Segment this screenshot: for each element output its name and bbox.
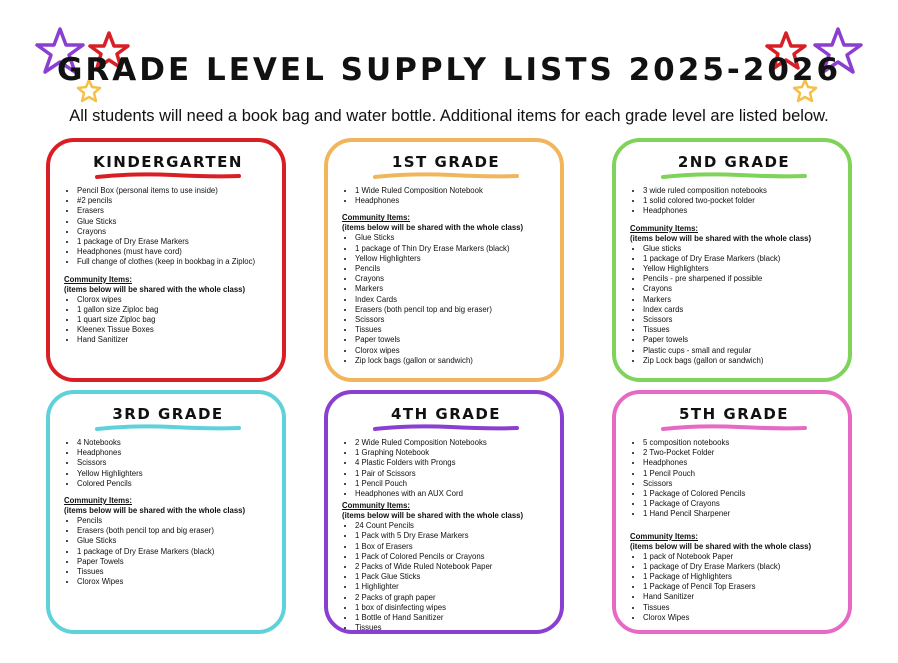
list-item: • 1 Pair of Scissors bbox=[355, 469, 550, 479]
card-grade5 bbox=[612, 390, 852, 634]
list-item: • 5 composition notebooks bbox=[643, 438, 838, 448]
list-item: • Paper Towels bbox=[77, 557, 272, 567]
card-title: 3RD GRADE bbox=[112, 405, 224, 423]
community-list bbox=[64, 516, 272, 587]
list-item: • 1 Package of Pencil Top Erasers bbox=[643, 582, 838, 592]
list-item: • Headphones bbox=[355, 196, 550, 206]
card-kindergarten bbox=[46, 138, 286, 382]
community-note: (items below will be shared with the whole class) bbox=[630, 233, 812, 243]
list-item: • Kleenex Tissue Boxes bbox=[77, 325, 272, 335]
list-item: • 1 package of Dry Erase Markers bbox=[77, 237, 272, 247]
list-item: • 2 Packs of graph paper bbox=[355, 593, 550, 603]
list-item: • Clorox Wipes bbox=[643, 613, 838, 623]
community-list bbox=[630, 552, 838, 623]
community-list bbox=[342, 521, 550, 633]
items-list bbox=[630, 186, 838, 217]
card-title: 2ND GRADE bbox=[677, 153, 791, 171]
list-item: • 1 Box of Erasers bbox=[355, 542, 550, 552]
community-heading: Community Items: bbox=[342, 213, 411, 223]
card-grade2 bbox=[612, 138, 852, 382]
list-item: • 1 Graphing Notebook bbox=[355, 448, 550, 458]
list-item: • 3 wide ruled composition notebooks bbox=[643, 186, 838, 196]
list-item: • Headphones bbox=[643, 458, 838, 468]
list-item: • Tissues bbox=[77, 567, 272, 577]
list-item: • 1 Bottle of Hand Sanitizer bbox=[355, 613, 550, 623]
list-item: • 1 solid colored two-pocket folder bbox=[643, 196, 838, 206]
community-note: (items below will be shared with the whole class) bbox=[630, 541, 812, 551]
list-item: • Pencils bbox=[77, 516, 272, 526]
community-heading: Community Items: bbox=[64, 496, 133, 506]
list-item: • Full change of clothes (keep in bookbag in a Ziploc) bbox=[77, 257, 272, 267]
list-item: • Paper towels bbox=[643, 335, 838, 345]
card-title: 4TH GRADE bbox=[390, 405, 502, 423]
list-item: • 1 gallon size Ziploc bag bbox=[77, 305, 272, 315]
list-item: • 1 Wide Ruled Composition Notebook bbox=[355, 186, 550, 196]
list-item: • Tissues bbox=[643, 325, 838, 335]
community-note: (items below will be shared with the whole class) bbox=[64, 506, 246, 516]
list-item: • Hand Sanitizer bbox=[77, 335, 272, 345]
list-item: • 4 Notebooks bbox=[77, 438, 272, 448]
list-item: • 1 package of Dry Erase Markers (black) bbox=[643, 254, 838, 264]
list-item: • Crayons bbox=[77, 227, 272, 237]
list-item: • 1 Package of Crayons bbox=[643, 499, 838, 509]
list-item: • Glue Sticks bbox=[77, 536, 272, 546]
paint-stroke-icon bbox=[93, 424, 243, 432]
community-list bbox=[342, 233, 550, 366]
list-item: • Tissues bbox=[355, 325, 550, 335]
list-item: • Index cards bbox=[643, 305, 838, 315]
paint-stroke-icon bbox=[93, 172, 243, 180]
list-item: • Crayons bbox=[355, 274, 550, 284]
list-item: • 1 Package of Highlighters bbox=[643, 572, 838, 582]
items-list bbox=[64, 186, 272, 268]
community-note: (items below will be shared with the whole class) bbox=[64, 284, 246, 294]
list-item: • Glue Sticks bbox=[77, 217, 272, 227]
card-title: 1ST GRADE bbox=[391, 153, 501, 171]
list-item: • 1 Hand Pencil Sharpener bbox=[643, 509, 838, 519]
list-item: • 1 box of disinfecting wipes bbox=[355, 603, 550, 613]
list-item: • Glue Sticks bbox=[355, 233, 550, 243]
list-item: • 1 package of Dry Erase Markers (black) bbox=[77, 547, 272, 557]
community-note: (items below will be shared with the whole class) bbox=[342, 511, 524, 521]
list-item: • Headphones bbox=[643, 206, 838, 216]
card-grade1 bbox=[324, 138, 564, 382]
paint-stroke-icon bbox=[371, 172, 521, 180]
list-item: • Tissues bbox=[643, 603, 838, 613]
list-item: • Yellow Highlighters bbox=[643, 264, 838, 274]
list-item: • Scissors bbox=[643, 479, 838, 489]
list-item: • Scissors bbox=[77, 458, 272, 468]
list-item: • 1 quart size Ziploc bag bbox=[77, 315, 272, 325]
card-title: 5TH GRADE bbox=[678, 405, 790, 423]
list-item: • Yellow Highlighters bbox=[77, 469, 272, 479]
community-note: (items below will be shared with the whole class) bbox=[342, 223, 524, 233]
list-item: • 1 Package of Colored Pencils bbox=[643, 489, 838, 499]
list-item: • Headphones (must have cord) bbox=[77, 247, 272, 257]
list-item: • Clorox Wipes bbox=[77, 577, 272, 587]
list-item: • Zip lock bags (gallon or sandwich) bbox=[355, 356, 550, 366]
list-item: • 4 Plastic Folders with Prongs bbox=[355, 458, 550, 468]
list-item: • Scissors bbox=[643, 315, 838, 325]
paint-stroke-icon bbox=[659, 172, 809, 180]
community-heading: Community Items: bbox=[630, 223, 699, 233]
list-item: • 2 Wide Ruled Composition Notebooks bbox=[355, 438, 550, 448]
community-heading: Community Items: bbox=[342, 501, 411, 511]
items-list bbox=[342, 438, 550, 499]
list-item: • 1 Pack Glue Sticks bbox=[355, 572, 550, 582]
items-list bbox=[64, 438, 272, 489]
list-item: • 24 Count Pencils bbox=[355, 521, 550, 531]
list-item: • #2 pencils bbox=[77, 196, 272, 206]
card-title: KINDERGARTEN bbox=[93, 153, 243, 171]
paint-stroke-icon bbox=[659, 424, 809, 432]
list-item: • Clorox wipes bbox=[77, 295, 272, 305]
card-grade3 bbox=[46, 390, 286, 634]
list-item: • 1 Pack of Colored Pencils or Crayons bbox=[355, 552, 550, 562]
list-item: • Erasers (both pencil top and big eraser) bbox=[355, 305, 550, 315]
list-item: • Markers bbox=[643, 295, 838, 305]
page-subtitle: All students will need a book bag and water bottle. Additional items for each grade level are listed below. bbox=[69, 107, 829, 125]
list-item: • Yellow Highlighters bbox=[355, 254, 550, 264]
list-item: • Glue sticks bbox=[643, 244, 838, 254]
items-list bbox=[630, 438, 838, 520]
list-item: • Tissues bbox=[355, 623, 550, 633]
list-item: • 1 Pencil Pouch bbox=[355, 479, 550, 489]
list-item: • 1 package of Dry Erase Markers (black) bbox=[643, 562, 838, 572]
list-item: • Plastic cups - small and regular bbox=[643, 346, 838, 356]
community-list bbox=[630, 244, 838, 366]
list-item: • Headphones with an AUX Cord bbox=[355, 489, 550, 499]
list-item: • Zip Lock bags (gallon or sandwich) bbox=[643, 356, 838, 366]
list-item: • Colored Pencils bbox=[77, 479, 272, 489]
list-item: • Pencils - pre sharpened if possible bbox=[643, 274, 838, 284]
list-item: • Hand Sanitizer bbox=[643, 592, 838, 602]
items-list bbox=[342, 186, 550, 206]
list-item: • Erasers bbox=[77, 206, 272, 216]
card-grade4 bbox=[324, 390, 564, 634]
list-item: • Pencil Box (personal items to use inside) bbox=[77, 186, 272, 196]
list-item: • 1 Highlighter bbox=[355, 582, 550, 592]
list-item: • Crayons bbox=[643, 284, 838, 294]
list-item: • 1 pack of Notebook Paper bbox=[643, 552, 838, 562]
list-item: • Clorox wipes bbox=[355, 346, 550, 356]
list-item: • Markers bbox=[355, 284, 550, 294]
list-item: • Index Cards bbox=[355, 295, 550, 305]
list-item: • Erasers (both pencil top and big eraser) bbox=[77, 526, 272, 536]
community-list bbox=[64, 295, 272, 346]
page-title: GRADE LEVEL SUPPLY LISTS 2025-2026 bbox=[56, 52, 842, 88]
list-item: • Paper towels bbox=[355, 335, 550, 345]
list-item: • 1 Pack with 5 Dry Erase Markers bbox=[355, 531, 550, 541]
list-item: • 1 Pencil Pouch bbox=[643, 469, 838, 479]
community-heading: Community Items: bbox=[630, 531, 699, 541]
list-item: • Headphones bbox=[77, 448, 272, 458]
list-item: • 2 Packs of Wide Ruled Notebook Paper bbox=[355, 562, 550, 572]
list-item: • 2 Two-Pocket Folder bbox=[643, 448, 838, 458]
list-item: • Scissors bbox=[355, 315, 550, 325]
community-heading: Community Items: bbox=[64, 274, 133, 284]
list-item: • 1 package of Thin Dry Erase Markers (black) bbox=[355, 244, 550, 254]
paint-stroke-icon bbox=[371, 424, 521, 432]
list-item: • Pencils bbox=[355, 264, 550, 274]
